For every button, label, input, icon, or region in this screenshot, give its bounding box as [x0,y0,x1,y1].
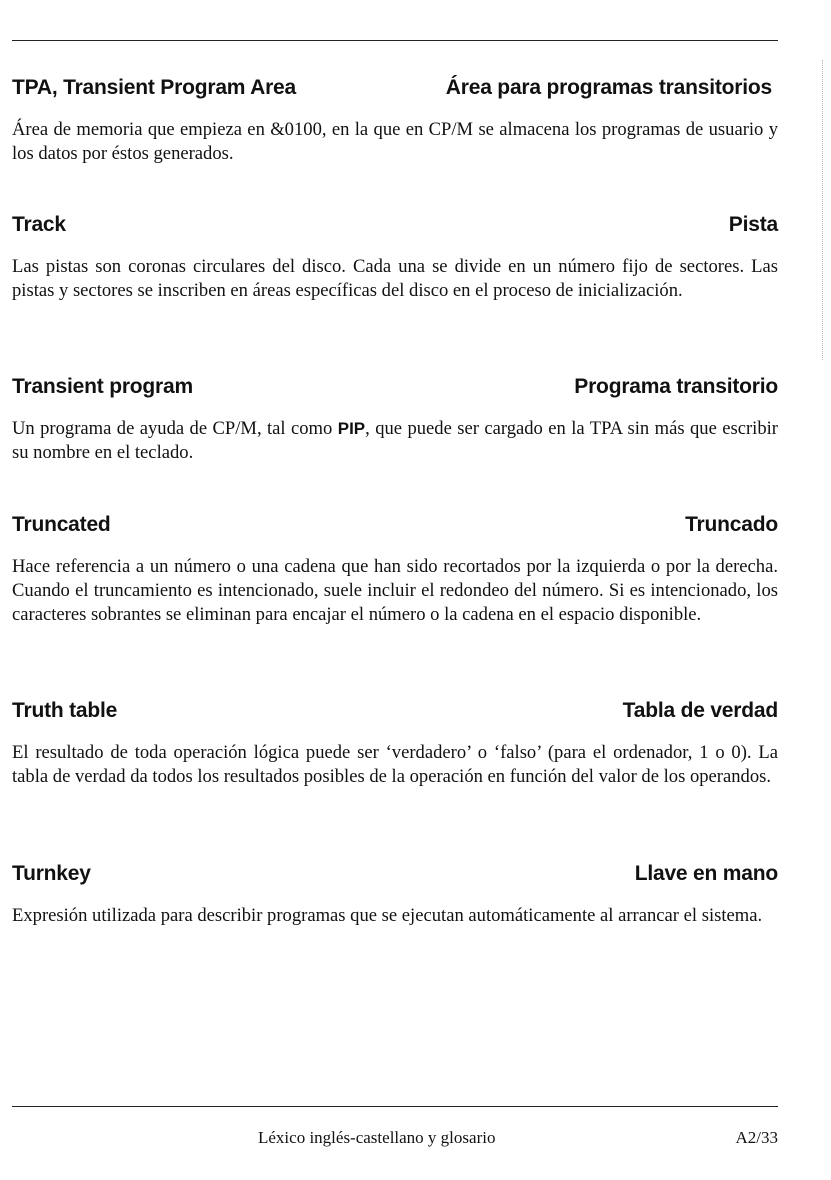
glossary-entry-truth-table [12,699,778,789]
term-definition: Las pistas son coronas circulares del disco. Cada una se divide en un número fijo de sectores. Las pistas y sectores se inscriben en áreas específicas del disco en el proceso de inicialización. [12,256,778,301]
glossary-entry-transient-program [12,375,778,465]
top-rule [12,40,778,41]
inline-code-pip: PIP [337,419,366,438]
glossary-entry-track [12,213,778,303]
page-footer [12,1128,778,1152]
term-spanish: Llave en mano [634,862,778,885]
entry-heading [12,213,778,241]
definition-text-after: , que puede ser cargado en la TPA sin más que escribir su nombre en el teclado. [12,418,778,463]
term-english: Truncated [12,513,111,536]
term-english: Track [12,213,66,236]
term-definition: Hace referencia a un número o una cadena que han sido recortados por la izquierda o por la derecha. Cuando el truncamiento es intencionado, suele incluir el redondeo del número. Si es intencionado, los caracteres sobrantes se eliminan para encajar el número o la cadena en el espacio disponible. [12,556,778,625]
term-spanish: Truncado [685,513,778,536]
entry-heading [12,375,778,403]
term-definition: Expresión utilizada para describir programas que se ejecutan automáticamente al arrancar el sistema. [12,905,763,926]
term-spanish: Pista [728,213,778,236]
entry-heading [12,513,778,541]
page-number: A2/33 [735,1128,778,1147]
term-definition [12,417,778,465]
footer-title: Léxico inglés-castellano y glosario [258,1128,496,1147]
term-spanish: Área para programas transitorios [445,76,772,99]
entry-heading [12,862,778,890]
glossary-entry-truncated [12,513,778,627]
entry-heading [12,76,778,104]
term-english: TPA, Transient Program Area [12,76,297,99]
term-spanish: Tabla de verdad [622,699,778,722]
page-edge-marks [822,60,823,360]
term-spanish: Programa transitorio [574,375,778,398]
glossary-entry-tpa [12,76,778,166]
term-english: Turnkey [12,862,91,885]
entry-heading [12,699,778,727]
glossary-entry-turnkey [12,862,778,928]
term-english: Truth table [12,699,118,722]
definition-text-before: Un programa de ayuda de CP/M, tal como [12,418,338,439]
term-definition: Área de memoria que empieza en &0100, en la que en CP/M se almacena los programas de usuario y los datos por éstos generados. [12,119,778,164]
term-definition: El resultado de toda operación lógica puede ser ‘verdadero’ o ‘falso’ (para el ordenador, 1 o 0). La tabla de verdad da todos los resultados posibles de la operación en función del valor de los operandos. [12,742,778,787]
term-english: Transient program [12,375,193,398]
bottom-rule [12,1106,778,1107]
